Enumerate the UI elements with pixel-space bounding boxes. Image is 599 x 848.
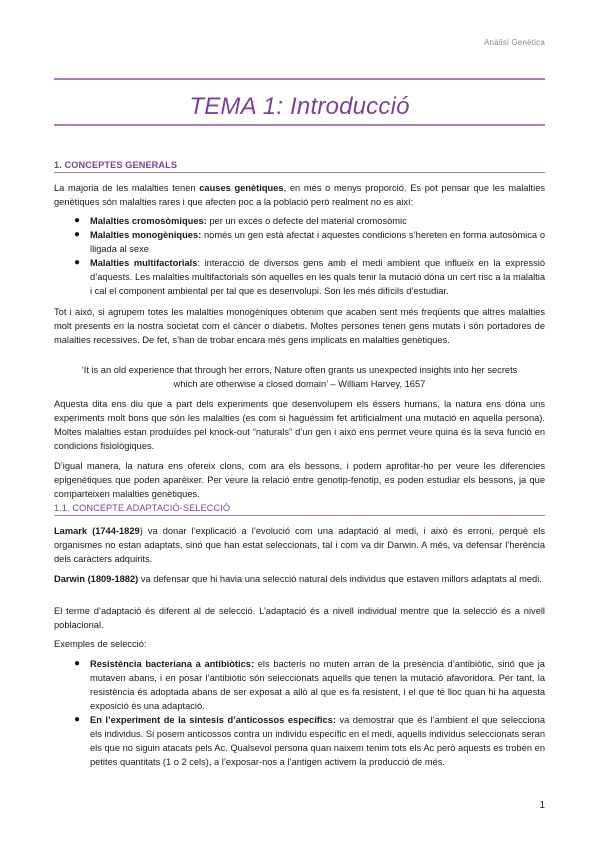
- bullet-icon: ●: [74, 215, 81, 226]
- list-item: [54, 256, 545, 298]
- quote-line-2: which are otherwise a closed domain’ – William Harvey, 1657: [173, 379, 426, 389]
- darwin-bold: Darwin (1809-1882): [54, 574, 139, 584]
- paragraph-darwin: [54, 572, 545, 586]
- subsection-rule: [54, 515, 545, 516]
- section-heading-1-1: 1.1. CONCEPTE ADAPTACIÓ-SELECCIÓ: [54, 503, 231, 513]
- title-bottom-rule: [54, 124, 545, 126]
- list-item: [54, 214, 545, 228]
- paragraph-monogenic: Tot i això, si agrupem totes les malalties monogèniques obtenim que acaben sent més freqüents que altres malalties molt presents en la nostra societat com el càncer o diabetis. Moltes persones tenen gens mutats i són portadores de malalties recessives. De fet, s’han de trobar encara més gens implicats en malalties genètiques.: [54, 307, 545, 345]
- list-item: [54, 657, 545, 713]
- bullet-icon: ●: [74, 257, 81, 268]
- page-number: 1: [539, 800, 545, 811]
- intro-text-pre: La majoria de les malalties tenen: [54, 183, 200, 193]
- title-top-rule: [54, 78, 545, 80]
- intro-text-post: , en més o menys proporció. Es pot pensar que les malalties genètiques són malalties rares i que afecten poc a la població però realment no es així:: [54, 183, 546, 207]
- disease-type-list: [54, 214, 545, 298]
- bullet-icon: ●: [74, 714, 81, 725]
- quote-line-1: ‘It is an old experience that through her errors, Nature often grants us unexpected insights into her secrets: [81, 365, 518, 375]
- paragraph-adaptation-term: El terme d’adaptació és diferent al de selecció. L’adaptació és a nivell individual mentre que la selecció és a nivell poblacional.: [54, 606, 545, 630]
- selection-examples-list: [54, 657, 545, 769]
- list-item: [54, 228, 545, 256]
- section-heading-rule: [54, 172, 545, 173]
- lamark-text: ) va donar l’explicació a l’evolució com una adaptació al medi, i això és erroni, perquè els organismes no estan adaptats, sinó que han estat seleccionats, tal i com va dir Darwin. A més, va defensar l’herència dels caràcters adquirits.: [54, 526, 546, 564]
- section-heading-1: 1. CONCEPTES GENERALS: [54, 160, 178, 170]
- intro-paragraph: [54, 181, 545, 209]
- list-item-text: per un excés o defecte del material cromosòmic: [206, 216, 407, 226]
- list-item-bold: Malalties monogèniques:: [90, 230, 202, 240]
- list-item-bold: En l’experiment de la síntesis d’anticossos específics:: [90, 715, 336, 725]
- list-item-bold: Malalties cromosòmiques:: [90, 216, 207, 226]
- list-item-text: els bacteris no muten arran de la presència d’antibiòtic, sinó que ja mutaven abans, i en posar l’antibiòtic són seleccionats aquells que tenen la mutació afavoridora. Per tant, la resistència és adoptada abans de ser exposat a allò al que es fa resistent, i el que té lloc quan hi ha aquesta exposició és una adaptació.: [90, 659, 545, 711]
- running-header: Anàlisi Genètica: [483, 38, 545, 47]
- list-item-text: només un gen està afectat i aquestes condicions s’hereten en forma autosòmica o lligada al sexe: [90, 230, 545, 254]
- paragraph-twins: D’igual manera, la natura ens ofereix clons, com ara els bessons, i podem aprofitar-ho per veure les diferencies epigenètiques que poden aparèixer. Per veure la relació entre genotip-fenotip, es poden estudiar els bessons, ja que comparteixen malalties genètiques.: [54, 461, 545, 499]
- intro-text-bold: causes genètiques: [199, 183, 284, 193]
- bullet-icon: ●: [74, 229, 81, 240]
- bullet-icon: ●: [74, 658, 81, 669]
- examples-label: Exemples de selecció:: [54, 639, 147, 649]
- list-item-bold: Malalties multifactorials: [90, 258, 198, 268]
- list-item-text: va demostrar que és l’ambient el que selecciona els individus. Si posem anticossos contra un individu específic en el medi, aquells individus seleccionats seran els que no siguin atacats pels Ac. Qualsevol persona quan naixem tenim tots els Ac però aquests es troben en petites quantitats (1 o 2 cels), a l’exposar-nos a l’antigen activem la producció de més.: [90, 715, 546, 767]
- list-item-bold: Resistència bacteriana a antibiòtics:: [90, 659, 255, 669]
- list-item: [54, 713, 545, 769]
- document-title: TEMA 1: Introducció: [189, 93, 410, 120]
- paragraph-lamark: [54, 524, 545, 566]
- darwin-text: va defensar que hi havia una selecció natural dels individus que estaven millors adaptats al medi.: [138, 574, 542, 584]
- list-item-text: : interacció de diversos gens amb el medi ambient que influeix en la expressió d’aquests. Les malalties multifactorials són aquelles en les quals tenir la mutació dóna un cert risc a la malaltia i cal el component ambiental per tal que es desenvolupi. Son les més difícils d’estudiar.: [90, 258, 545, 296]
- lamark-bold: Lamark (1744-1829: [54, 526, 140, 536]
- paragraph-natural-experiments: Aquesta dita ens diu que a part dels experiments que desenvolupem els éssers humans, la natura ens dóna uns experiments molt bons que són les malalties (es com si haguéssim fet artificialment una mutació en aquella persona). Moltes malalties estan produïdes pel knock-out “naturals” d’un gen i això ens permet veure quina és la seva funció en condicions fisiològiques.: [54, 399, 545, 451]
